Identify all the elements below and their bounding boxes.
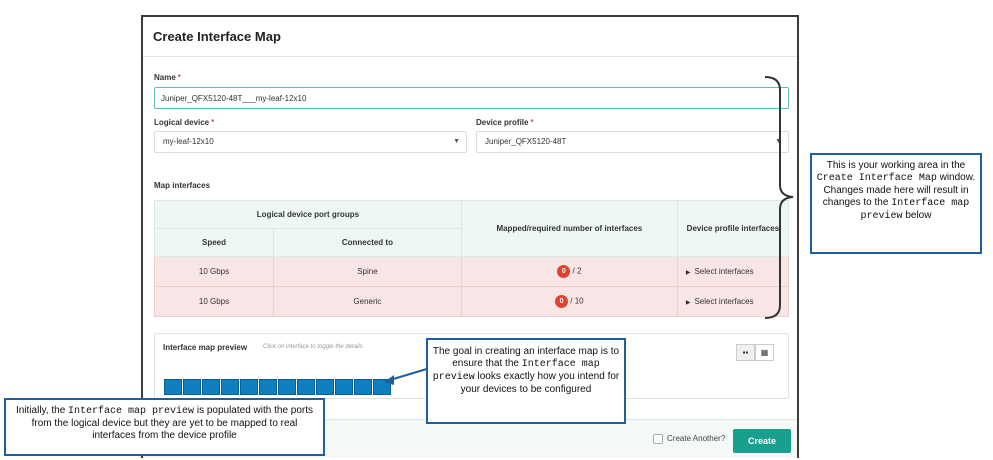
required-mark: * xyxy=(177,73,181,82)
port-block[interactable] xyxy=(335,379,353,395)
mapped-count-badge: 0 xyxy=(557,265,570,278)
select-interfaces-text: Select interfaces xyxy=(694,267,754,276)
modal-header xyxy=(143,17,797,57)
profile-interfaces-header: Device profile interfaces xyxy=(677,201,788,257)
port-block[interactable] xyxy=(354,379,372,395)
name-label xyxy=(154,73,181,82)
create-another-label: Create Another? xyxy=(667,434,726,443)
speed-cell: 10 Gbps xyxy=(155,257,274,287)
callout-text: Initially, the xyxy=(15,405,69,416)
port-block[interactable] xyxy=(202,379,220,395)
logical-device-label xyxy=(154,118,214,127)
port-block[interactable] xyxy=(297,379,315,395)
name-input[interactable] xyxy=(154,87,789,109)
speed-cell: 10 Gbps xyxy=(155,287,274,317)
callout-text: The goal in creating an interface map is to ensure that the xyxy=(432,346,620,369)
create-another-checkbox[interactable] xyxy=(653,434,663,444)
port-groups-header: Logical device port groups xyxy=(155,201,462,229)
port-block[interactable] xyxy=(373,379,391,395)
callout-text: is populated with the ports from the logical device but they are yet to be mapped to real interfaces from the device profile xyxy=(31,405,314,441)
callout-code: Interface map preview xyxy=(68,406,195,417)
callout-text: window. Changes made here will result in changes to the xyxy=(822,172,976,208)
select-interfaces-link[interactable] xyxy=(677,257,788,287)
callout-text: looks exactly how you intend for your devices to be configured xyxy=(460,371,620,395)
port-block[interactable] xyxy=(183,379,201,395)
callout-text: below xyxy=(902,210,932,221)
logical-device-value: my-leaf-12x10 xyxy=(163,137,214,146)
preview-title: Interface map preview xyxy=(163,343,248,352)
chevron-down-icon: ▼ xyxy=(453,138,460,145)
caret-right-icon: ▶ xyxy=(685,270,691,276)
select-interfaces-text: Select interfaces xyxy=(694,297,754,306)
connected-cell: Spine xyxy=(274,257,462,287)
connected-header: Connected to xyxy=(274,229,462,257)
port-block[interactable] xyxy=(316,379,334,395)
required-mark: * xyxy=(211,118,215,127)
port-block[interactable] xyxy=(278,379,296,395)
callout-text: This is your working area in the xyxy=(826,160,966,171)
required-mark: * xyxy=(530,118,534,127)
table-row xyxy=(155,287,789,317)
device-profile-select[interactable] xyxy=(476,131,789,153)
speed-header: Speed xyxy=(155,229,274,257)
required-count: / 2 xyxy=(572,266,582,276)
preview-ports xyxy=(164,379,392,395)
preview-hint: Click on interface to toggle the details xyxy=(263,344,363,350)
grid-view-icon[interactable]: ▪▪ xyxy=(736,344,755,361)
logical-device-label-text: Logical device xyxy=(154,118,210,127)
callout-code: Interface map preview xyxy=(432,359,600,383)
device-profile-value: Juniper_QFX5120-48T xyxy=(485,137,567,146)
caret-right-icon: ▶ xyxy=(685,300,691,306)
connected-cell: Generic xyxy=(274,287,462,317)
required-count: / 10 xyxy=(570,296,584,306)
table-row xyxy=(155,257,789,287)
mapped-count-badge: 0 xyxy=(555,295,568,308)
port-block[interactable] xyxy=(221,379,239,395)
view-toggle xyxy=(736,344,774,361)
mapped-cell xyxy=(461,257,677,287)
table-view-icon[interactable]: ▦ xyxy=(755,344,774,361)
callout-goal xyxy=(426,338,626,424)
name-label-text: Name xyxy=(154,73,176,82)
select-interfaces-link[interactable] xyxy=(677,287,788,317)
callout-code: Create Interface Map xyxy=(816,173,937,184)
port-block[interactable] xyxy=(164,379,182,395)
map-interfaces-table xyxy=(154,200,789,317)
modal-title: Create Interface Map xyxy=(153,29,281,44)
port-block[interactable] xyxy=(240,379,258,395)
port-block[interactable] xyxy=(259,379,277,395)
device-profile-label-text: Device profile xyxy=(476,118,529,127)
callout-initial xyxy=(4,398,325,456)
mapped-cell xyxy=(461,287,677,317)
chevron-down-icon: ▼ xyxy=(775,138,782,145)
callout-code: Interface map preview xyxy=(860,198,970,222)
logical-device-select[interactable] xyxy=(154,131,467,153)
callout-working-area xyxy=(810,153,982,254)
map-interfaces-label: Map interfaces xyxy=(154,181,211,190)
create-button[interactable]: Create xyxy=(733,429,791,453)
device-profile-label xyxy=(476,118,534,127)
mapped-header: Mapped/required number of interfaces xyxy=(461,201,677,257)
